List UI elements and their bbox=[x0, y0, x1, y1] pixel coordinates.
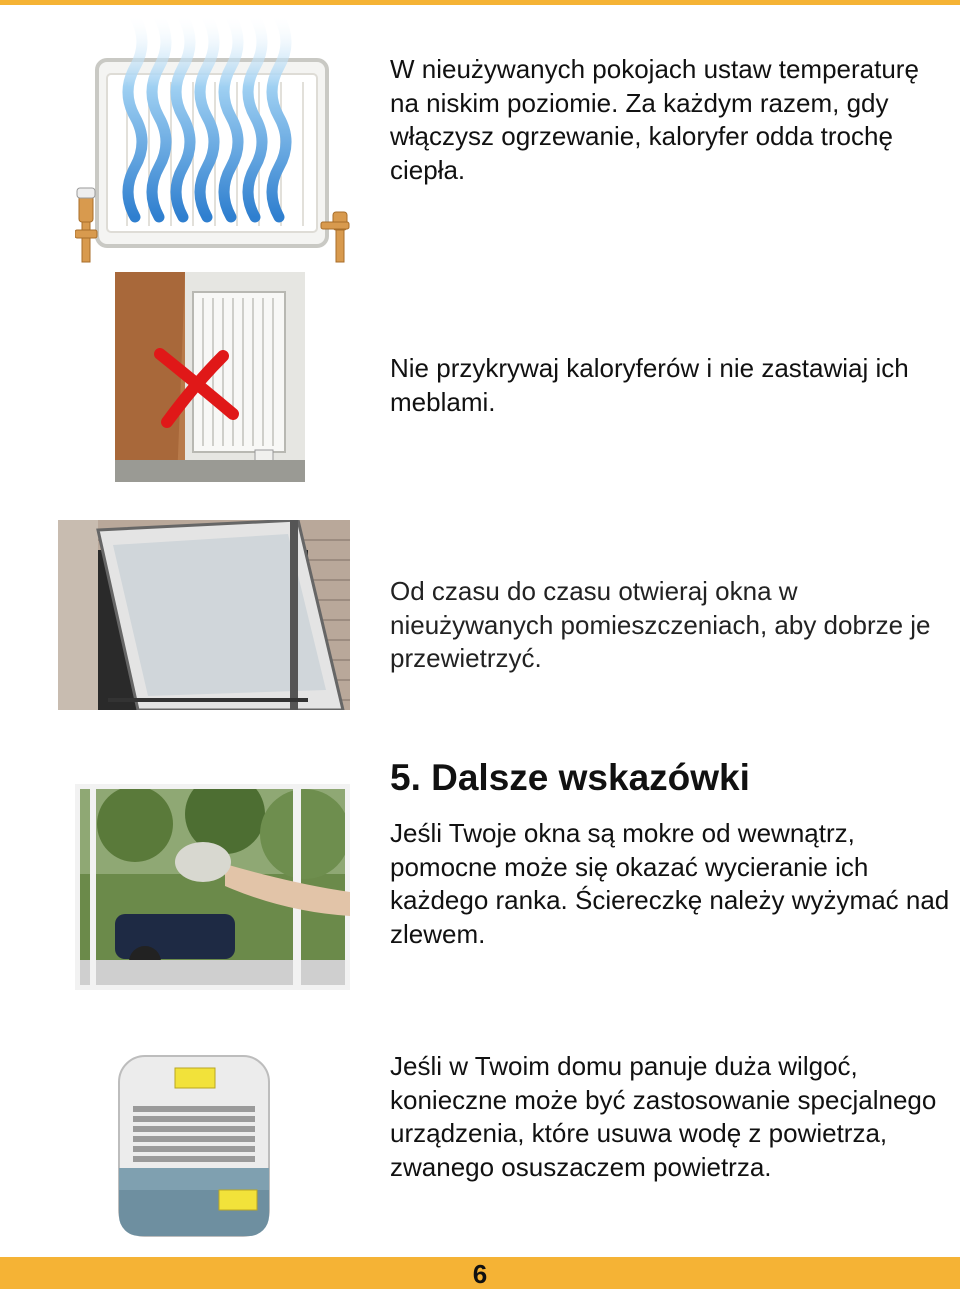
item-text-dehumidifier: Jeśli w Twoim domu panuje duża wilgoć, konieczne może być zastosowanie specjalnego urządzenia, które usuwa wodę z powietrza, zwanego osuszaczem powietrza. bbox=[390, 1051, 937, 1182]
section-heading: 5. Dalsze wskazówki bbox=[390, 757, 750, 798]
item-text-wiping: Jeśli Twoje okna są mokre od wewnątrz, pomocne może się okazać wycieranie ich każdego ranka. Ściereczkę należy wyżymać nad zlewem. bbox=[390, 818, 950, 949]
item-text-heating: W nieużywanych pokojach ustaw temperaturę na niskim poziomie. Za każdym razem, gdy włączysz ogrzewanie, kaloryfer odda trochę ciepła. bbox=[390, 54, 919, 185]
dehumidifier-photo bbox=[115, 1048, 275, 1240]
item-text-furniture: Nie przykrywaj kaloryferów i nie zastawiaj ich meblami. bbox=[390, 353, 909, 417]
covered-radiator-photo bbox=[115, 272, 305, 482]
radiator-heat-icon bbox=[75, 12, 350, 267]
wiping-window-photo bbox=[75, 784, 350, 990]
top-accent-bar bbox=[0, 0, 960, 5]
item-text-ventilation: Od czasu do czasu otwieraj okna w nieużywanych pomieszczeniach, aby dobrze je przewietrzyć. bbox=[390, 576, 931, 673]
open-window-photo bbox=[58, 520, 350, 710]
page-number: 6 bbox=[472, 1259, 488, 1289]
